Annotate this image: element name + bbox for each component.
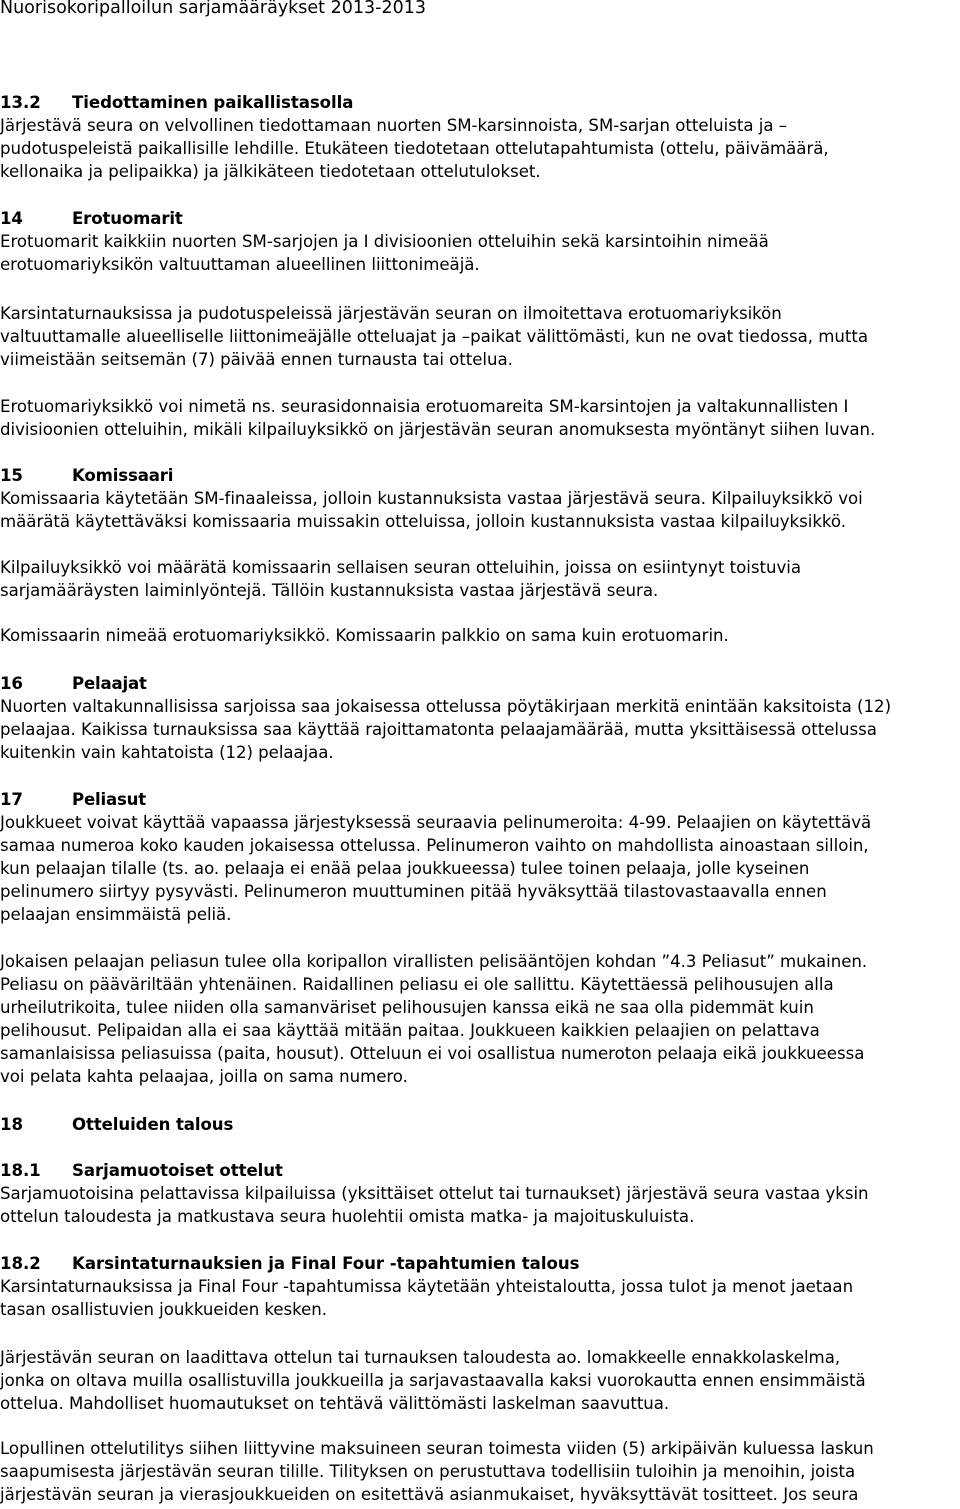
text-line: pelinumero siirtyy pysyvästi. Pelinumeron muuttuminen pitää hyväksyttää tilastovastaavalla ennen [0, 882, 827, 901]
text-line: erotuomariyksikön valtuuttaman alueellinen liittonimeäjä. [0, 255, 480, 274]
paragraph-15-3 [0, 624, 958, 647]
text-line: Komissaaria käytetään SM-finaaleissa, jolloin kustannuksista vastaa järjestävä seura. Kilpailuyksikkö voi [0, 489, 863, 508]
text-line: Kilpailuyksikkö voi määrätä komissaarin sellaisen seuran otteluihin, joissa on esiintynyt toistuvia [0, 558, 801, 577]
heading-13-2 [0, 91, 958, 114]
section-13-2 [0, 91, 958, 183]
text-line: pelaajan ensimmäistä peliä. [0, 905, 232, 924]
text-line: Komissaarin nimeää erotuomariyksikkö. Komissaarin palkkio on sama kuin erotuomarin. [0, 626, 729, 645]
text-line: jonka on oltava muilla osallistuvilla joukkueilla ja sarjavastaavalla kaksi vuorokautta ennen ensimmäistä [0, 1371, 866, 1390]
heading-18-1 [0, 1159, 958, 1182]
heading-number: 15 [0, 466, 23, 485]
heading-number: 13.2 [0, 93, 41, 112]
heading-number: 18.2 [0, 1254, 41, 1273]
text-line: viimeistään seitsemän (7) päivää ennen turnausta tai ottelua. [0, 350, 513, 369]
heading-15 [0, 464, 958, 487]
text-line: Karsintaturnauksissa ja pudotuspeleissä järjestävän seuran on ilmoitettava erotuomariyksikön [0, 304, 782, 323]
text-line: kun pelaajan tilalle (ts. ao. pelaaja ei enää pelaa joukkueessa) tulee toinen pelaaja, jolle kyseinen [0, 859, 810, 878]
heading-title: Pelaajat [72, 674, 147, 693]
text-line: Järjestävä seura on velvollinen tiedottamaan nuorten SM-karsinnoista, SM-sarjan otteluista ja – [0, 116, 788, 135]
text-line: urheilutrikoita, tulee niiden olla samanväriset pelihousujen kanssa eikä ne saa olla pidemmät kuin [0, 998, 814, 1017]
heading-number: 17 [0, 790, 23, 809]
text-line: Karsintaturnauksissa ja Final Four -tapahtumissa käytetään yhteistaloutta, jossa tulot ja menot jaetaan [0, 1277, 854, 1296]
text-line: voi pelata kahta pelaajaa, joilla on sama numero. [0, 1067, 408, 1086]
text-line: samaa numeroa koko kauden jokaisessa ottelussa. Pelinumeron vaihto on mahdollista ainoastaan silloin, [0, 836, 869, 855]
heading-title: Karsintaturnauksien ja Final Four -tapahtumien talous [72, 1254, 580, 1273]
text-line: sarjamääräysten laiminlyöntejä. Tällöin kustannuksista vastaa järjestävä seura. [0, 581, 659, 600]
text-line: Nuorten valtakunnallisissa sarjoissa saa jokaisessa ottelussa pöytäkirjaan merkitä enintään kaksitoista (12) [0, 697, 892, 716]
paragraph-17-2 [0, 950, 958, 1088]
text-line: Lopullinen ottelutilitys siihen liittyvine maksuineen seuran toimesta viiden (5) arkipäivän kuluessa laskun [0, 1439, 874, 1458]
paragraph-14-3 [0, 395, 958, 441]
heading-number: 18.1 [0, 1161, 41, 1180]
text-line: Peliasu on pääväriltään yhtenäinen. Raidallinen peliasu ei ole sallittu. Käytettäessä pelihousujen alla [0, 975, 834, 994]
text-line: Jokaisen pelaajan peliasun tulee olla koripallon virallisten pelisääntöjen kohdan ”4.3 Peliasut” mukainen. [0, 952, 868, 971]
heading-number: 18 [0, 1115, 23, 1134]
heading-title: Erotuomarit [72, 209, 183, 228]
heading-title: Otteluiden talous [72, 1115, 234, 1134]
text-line: kuitenkin vain kahtatoista (12) pelaajaa. [0, 743, 334, 762]
page-header: Nuorisokoripalloilun sarjamääräykset 2013-2013 [0, 0, 426, 18]
section-14 [0, 207, 958, 276]
text-line: Järjestävän seuran on laadittava ottelun tai turnauksen taloudesta ao. lomakkeelle ennakkolaskelma, [0, 1348, 841, 1367]
heading-title: Komissaari [72, 466, 174, 485]
paragraph-18-2-3 [0, 1437, 958, 1506]
text-line: Sarjamuotoisina pelattavissa kilpailuissa (yksittäiset ottelut tai turnaukset) järjestävä seura vastaa yksin [0, 1184, 869, 1203]
section-16 [0, 672, 958, 764]
text-line: samanlaisissa peliasuissa (paita, housut). Otteluun ei voi osallistua numeroton pelaaja eikä joukkueessa [0, 1044, 865, 1063]
section-18 [0, 1113, 958, 1136]
heading-number: 16 [0, 674, 23, 693]
paragraph-15-2 [0, 556, 958, 602]
heading-18 [0, 1113, 958, 1136]
text-line: Erotuomariyksikkö voi nimetä ns. seurasidonnaisia erotuomareita SM-karsintojen ja valtakunnallisten I [0, 397, 849, 416]
text-line: Erotuomarit kaikkiin nuorten SM-sarjojen ja I divisioonien otteluihin sekä karsintoihin nimeää [0, 232, 769, 251]
heading-18-2 [0, 1252, 958, 1275]
text-line: saapumisesta järjestävän seuran tilille. Tilityksen on perustuttava todellisiin tuloihin ja menoihin, joista [0, 1462, 856, 1481]
paragraph-18-2-2 [0, 1346, 958, 1415]
text-line: tasan osallistuvien joukkueiden kesken. [0, 1300, 327, 1319]
text-line: divisioonien otteluihin, mikäli kilpailuyksikkö on järjestävän seuran anomuksesta myöntänyt siihen luvan. [0, 420, 876, 439]
heading-14 [0, 207, 958, 230]
section-17 [0, 788, 958, 926]
heading-title: Tiedottaminen paikallistasolla [72, 93, 354, 112]
heading-16 [0, 672, 958, 695]
text-line: ottelua. Mahdolliset huomautukset on tehtävä välittömästi laskelman saavuttua. [0, 1394, 670, 1413]
section-18-1 [0, 1159, 958, 1228]
section-18-2 [0, 1252, 958, 1321]
heading-title: Sarjamuotoiset ottelut [72, 1161, 283, 1180]
text-line: kellonaika ja pelipaikka) ja jälkikäteen tiedotetaan ottelutulokset. [0, 162, 541, 181]
text-line: Joukkueet voivat käyttää vapaassa järjestyksessä seuraavia pelinumeroita: 4-99. Pelaajien on käytettävä [0, 813, 872, 832]
heading-title: Peliasut [72, 790, 147, 809]
heading-17 [0, 788, 958, 811]
text-line: ottelun taloudesta ja matkustava seura huolehtii omista matka- ja majoituskuluista. [0, 1207, 695, 1226]
text-line: pudotuspeleistä paikallisille lehdille. Etukäteen tiedotetaan ottelutapahtumista (ottelu, päivämäärä, [0, 139, 829, 158]
text-line: järjestävän seuran ja vierasjoukkueiden on esitettävä asianmukaiset, hyväksyttävät tositteet. Jos seura [0, 1485, 859, 1504]
heading-number: 14 [0, 209, 23, 228]
text-line: pelaajaa. Kaikissa turnauksissa saa käyttää rajoittamatonta pelaajamäärää, mutta yksittäisessä ottelussa [0, 720, 877, 739]
section-15 [0, 464, 958, 533]
paragraph-14-2 [0, 302, 958, 371]
text-line: valtuuttamalle alueelliselle liittonimeäjälle otteluajat ja –paikat välittömästi, kun ne ovat tiedossa, mutta [0, 327, 869, 346]
text-line: määrätä käytettäväksi komissaaria muissakin otteluissa, jolloin kustannuksista vastaa kilpailuyksikkö. [0, 512, 847, 531]
text-line: pelihousut. Pelipaidan alla ei saa käyttää mitään paitaa. Joukkueen kaikkien pelaajien on pelattava [0, 1021, 820, 1040]
